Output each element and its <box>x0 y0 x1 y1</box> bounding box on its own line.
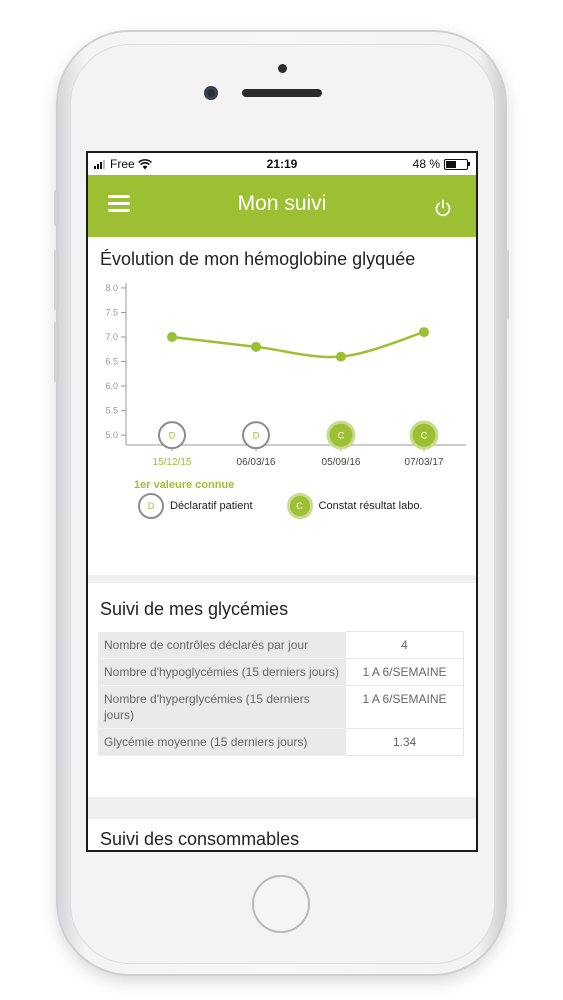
mute-switch <box>54 190 59 226</box>
y-tick-label: 8.0 <box>105 282 118 293</box>
carrier-label: Free <box>110 157 135 171</box>
legend-labo-label: Constat résultat labo. <box>318 500 423 512</box>
table-row <box>98 659 464 686</box>
clock: 21:19 <box>266 157 298 171</box>
badge-letter: C <box>337 430 345 441</box>
proximity-sensor <box>278 64 287 73</box>
y-tick-label: 6.0 <box>105 381 118 392</box>
table-row <box>98 729 464 756</box>
y-tick-label: 7.0 <box>105 332 118 342</box>
row-label: Glycémie moyenne (15 derniers jours) <box>98 729 346 756</box>
nav-bar <box>88 175 476 237</box>
hba1c-title: Évolution de mon hémoglobine glyquée <box>100 249 416 269</box>
data-point <box>419 327 429 337</box>
table-row <box>98 686 464 729</box>
row-label: Nombre d'hyperglycémies (15 derniers jours) <box>98 686 346 729</box>
glycemies-table <box>98 631 464 756</box>
volume-down-button <box>54 322 59 382</box>
first-known-label: 1er valeure connue <box>134 479 235 491</box>
badge-letter: D <box>168 430 176 441</box>
x-tick-label: 07/03/17 <box>404 457 444 468</box>
consommables-title: Suivi des consommables <box>100 829 300 849</box>
data-point <box>336 352 346 362</box>
chart-legend <box>138 493 423 519</box>
y-tick-label: 7.5 <box>105 307 118 318</box>
app-screen <box>86 151 478 852</box>
status-bar <box>88 153 476 175</box>
glycemies-card <box>88 583 476 797</box>
volume-up-button <box>54 250 59 310</box>
y-tick-label: 5.5 <box>105 405 118 416</box>
labo-badge-icon: C <box>287 493 313 519</box>
hba1c-chart <box>88 269 476 479</box>
consommables-card[interactable] <box>88 819 476 852</box>
hba1c-card <box>88 237 476 575</box>
row-value: 1 A 6/SEMAINE <box>346 659 464 686</box>
x-tick-label: 06/03/16 <box>236 457 276 468</box>
earpiece-speaker <box>242 89 322 97</box>
row-value: 4 <box>346 632 464 659</box>
row-label: Nombre de contrôles déclarés par jour <box>98 632 346 659</box>
y-tick-label: 5.0 <box>105 430 118 441</box>
page-title: Mon suivi <box>237 192 327 215</box>
badge-letter: C <box>420 430 428 441</box>
glycemies-title: Suivi de mes glycémies <box>100 599 289 619</box>
power-icon[interactable] <box>434 199 452 217</box>
legend-labo <box>287 493 423 519</box>
legend-declaratif-label: Déclaratif patient <box>170 500 253 512</box>
battery-icon <box>444 159 468 170</box>
table-row <box>98 632 464 659</box>
data-point <box>251 342 261 352</box>
data-point <box>167 332 177 342</box>
row-value: 1.34 <box>346 729 464 756</box>
row-value: 1 A 6/SEMAINE <box>346 686 464 729</box>
x-tick-label: 15/12/15 <box>152 457 192 468</box>
row-label: Nombre d'hypoglycémies (15 derniers jours) <box>98 659 346 686</box>
badge-letter: D <box>252 430 260 441</box>
declaratif-badge-icon: D <box>138 493 164 519</box>
home-button[interactable] <box>252 875 310 933</box>
power-side-button <box>504 250 509 320</box>
battery-info <box>413 157 468 171</box>
x-tick-label: 05/09/16 <box>321 457 361 468</box>
battery-percent: 48 % <box>412 157 440 171</box>
legend-declaratif <box>138 493 253 519</box>
series-line <box>172 332 424 357</box>
y-tick-label: 6.5 <box>105 356 118 367</box>
front-camera <box>204 86 218 100</box>
